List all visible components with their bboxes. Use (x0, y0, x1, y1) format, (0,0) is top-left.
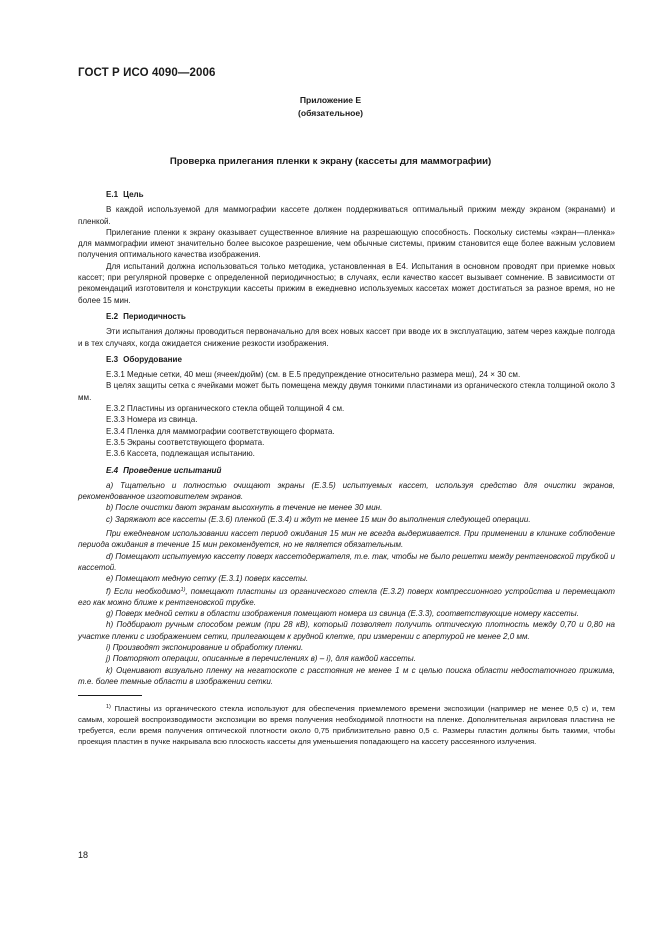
list-item: j) Повторяют операции, описанные в перечислениях в) – i), для каждой кассеты. (106, 654, 416, 664)
list-item: h) Подбирают ручным способом режим (при 28 кВ), который позволяет получить оптическую плотность между 0,70 и 0,80 на участке пленки с изображением сетки, прилегающем к грудной клетке, при измерении с апертурой не менее 2,0 мм. (78, 620, 615, 641)
list-item: е) Помещают медную сетку (Е.3.1) поверх кассеты. (106, 574, 309, 584)
page-number: 18 (78, 850, 89, 860)
footnote-marker: 1) (106, 704, 111, 711)
list-item: k) Оценивают визуально пленку на негатоскопе с расстояния не менее 1 м с целью поиска области недостаточного прижима, т.е. более темные области в изображении сетки. (78, 665, 615, 686)
list-item: Е.3.6 Кассета, подлежащая испытанию. (106, 449, 255, 459)
footnote-ref[interactable]: 1) (180, 586, 186, 593)
section-heading-e2: Е.2 Периодичность (106, 311, 186, 321)
paragraph: В каждой используемой для маммографии кассете должен поддерживаться оптимальный прижим между экраном (экранами) и пленкой. (78, 205, 615, 226)
footnote-text: Пластины из органического стекла используют для обеспечения приемлемого времени экспозиции (например не менее 0,5 с) и, тем самым, хорошей воспроизводимости экспозиции во время получения необходимой плотности на пленке. Дополнительная акриловая пластина не требуется, если время получения оптической плотности около 0,75 приблизительно равно 0,5 с. Размеры пластин должны быть такими, чтобы проекция пластин в пучке накрывала всю плоскость кассеты для уменьшения попадающего на кассету рассеянного излучения. (78, 704, 615, 746)
list-item: Е.3.3 Номера из свинца. (106, 415, 198, 425)
list-item: Е.3.4 Пленка для маммографии соответствующего формата. (106, 426, 335, 436)
document-body (78, 189, 615, 747)
list-item: c) Заряжают все кассеты (Е.3.6) пленкой (Е.3.4) и ждут не менее 15 мин до выполнения следующей операции. (106, 514, 531, 524)
list-item: f) Если необходимо$^{1)}$, помещают пластины из органического стекла (Е.3.2) поверх компрессионного устройства и перемещают его как можно ближе к рентгеновской трубке. (78, 586, 615, 607)
paragraph: Эти испытания должны проводиться первоначально для всех новых кассет при вводе их в эксплуатацию, затем через каждые полгода и в тех случаях, когда ожидается снижение резкости изображения. (78, 327, 615, 348)
footnote (78, 702, 615, 747)
section-heading-e1: Е.1 Цель (106, 190, 144, 199)
list-item: d) Помещают испытуемую кассету поверх кассетодержателя, т.е. так, чтобы не было решетки между рентгеновской трубкой и кассетой. (78, 551, 615, 572)
list-item: Е.3.1 Медные сетки, 40 меш (ячеек/дюйм) (см. в Е.5 предупреждение относительно размера меш), 24 × 30 см. (106, 370, 521, 380)
section-heading-e3: Е.3 Оборудование (106, 354, 182, 364)
appendix-note: (обязательное) (297, 108, 364, 118)
paragraph: В целях защиты сетка с ячейками может быть помещена между двумя тонкими пластинами из органического стекла толщиной около 3 мм. (78, 381, 615, 402)
list-item: Е.3.2 Пластины из органического стекла общей толщиной 4 см. (106, 404, 345, 414)
list-item: i) Производят экспонирование и обработку пленки. (106, 642, 304, 652)
list-item: b) После очистки дают экранам высохнуть в течение не менее 30 мин. (106, 503, 383, 513)
paragraph: Прилегание пленки к экрану оказывает существенное влияние на разрешающую способность. Поскольку системы «экран—пленка» для маммографии имеют значительно более высокое разрешение, чем обычные системы, прижим становится еще более важным условием получения оптимального качества изображения. (78, 227, 615, 260)
list-item: Е.3.5 Экраны соответствующего формата. (106, 437, 265, 447)
section-heading-e4: Е.4 Проведение испытаний (106, 465, 222, 475)
note-paragraph: При ежедневном использовании кассет период ожидания 15 мин не всегда выдерживается. При применении в клинике соблюдение периода ожидания в течение 15 мин рекомендуется, но не является обязательным. (78, 529, 615, 550)
list-item: а) Тщательно и полностью очищают экраны (Е.3.5) испытуемых кассет, используя средство для очистки экранов, рекомендованное изготовителем экранов. (78, 480, 615, 502)
list-item: g) Поверх медной сетки в области изображения помещают номера из свинца (Е.3.3), соответствующие номеру кассеты. (106, 609, 579, 619)
appendix-title: Приложение Е (299, 95, 362, 105)
page-title: Проверка прилегания пленки к экрану (кассеты для маммографии) (169, 156, 492, 167)
paragraph: Для испытаний должна использоваться только методика, установленная в Е4. Испытания в основном проводят при приемке новых кассет; при регулярной проверке с определенной периодичностью; в случаях, если качество кассет вызывает сомнение. В зависимости от рекомендаций изготовителя и конструкции кассеты прижим в ежедневно используемых кассетах может достигаться за разное время, но не более 15 мин. (78, 261, 615, 305)
footnote-divider (78, 695, 142, 696)
document-id: ГОСТ Р ИСО 4090—2006 (78, 67, 216, 79)
